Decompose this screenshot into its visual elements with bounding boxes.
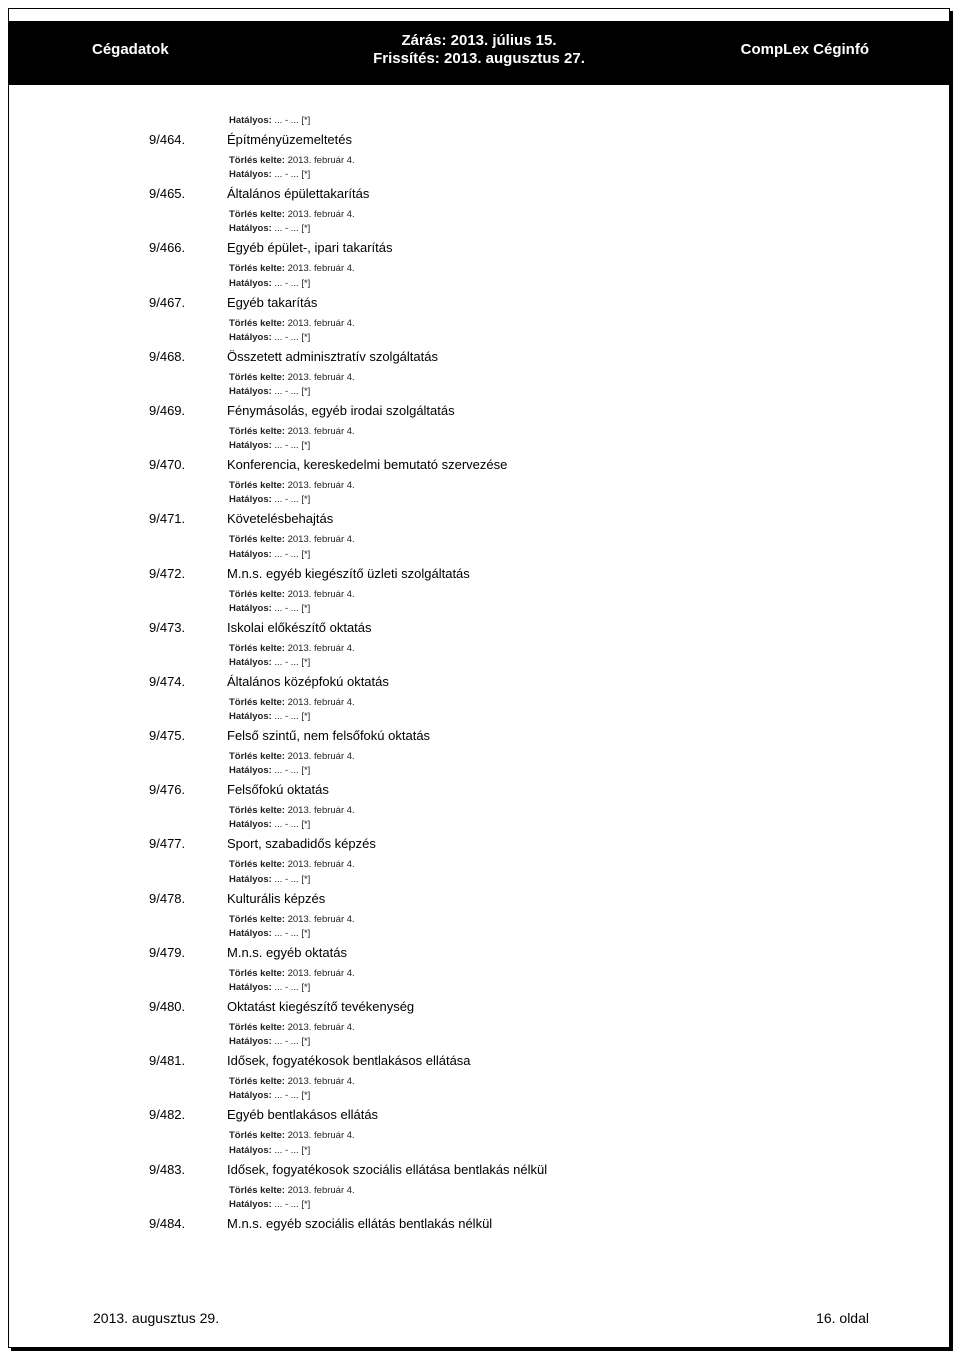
entry-title: Fénymásolás, egyéb irodai szolgáltatás <box>227 402 455 418</box>
deletion-value: 2013. február 4. <box>287 1184 355 1196</box>
effective-line <box>229 1036 310 1047</box>
deletion-value: 2013. február 4. <box>287 425 355 437</box>
effective-line <box>229 982 310 993</box>
effective-line <box>229 1090 310 1101</box>
deletion-value: 2013. február 4. <box>287 696 355 708</box>
entry-title: Idősek, fogyatékosok bentlakásos ellátása <box>227 1053 471 1069</box>
deletion-line <box>229 426 355 437</box>
header-closing-date: Zárás: 2013. július 15. <box>401 32 557 49</box>
entry-list <box>9 115 949 1253</box>
entry-number: 9/472. <box>149 565 186 581</box>
deletion-line <box>229 805 355 816</box>
effective-value: ... - ... [*] <box>274 277 311 289</box>
deletion-label: Törlés kelte: <box>229 1076 285 1088</box>
list-item <box>9 169 949 223</box>
effective-value: ... - ... [*] <box>274 331 311 343</box>
deletion-line <box>229 318 355 329</box>
deletion-label: Törlés kelte: <box>229 534 285 546</box>
list-item <box>9 657 949 711</box>
entry-number: 9/468. <box>149 348 186 364</box>
effective-label: Hatályos: <box>229 548 272 560</box>
entry-number: 9/481. <box>149 1053 186 1069</box>
entry-title: Felsőfokú oktatás <box>227 782 329 798</box>
entry-title: Konferencia, kereskedelmi bemutató szervezése <box>227 457 508 473</box>
list-item <box>9 711 949 765</box>
effective-line <box>229 386 310 397</box>
effective-line <box>229 819 310 830</box>
effective-label: Hatályos: <box>229 711 272 723</box>
entry-number: 9/480. <box>149 999 186 1014</box>
deletion-label: Törlés kelte: <box>229 317 285 329</box>
deletion-line <box>229 968 355 979</box>
effective-value: ... - ... [*] <box>274 385 311 397</box>
entry-title: Felső szintű, nem felsőfokú oktatás <box>227 728 431 744</box>
entry-title: M.n.s. egyéb szociális ellátás bentlakás nélkül <box>227 1215 493 1231</box>
deletion-line <box>229 480 355 491</box>
list-item <box>9 386 949 440</box>
entry-number: 9/482. <box>149 1107 186 1123</box>
deletion-value: 2013. február 4. <box>287 967 355 979</box>
effective-value: ... - ... [*] <box>274 711 311 723</box>
effective-label: Hatályos: <box>229 440 272 452</box>
list-item <box>9 115 949 169</box>
effective-line <box>229 440 310 451</box>
deletion-label: Törlés kelte: <box>229 1022 285 1033</box>
entry-title: Összetett adminisztratív szolgáltatás <box>227 348 438 364</box>
deletion-value: 2013. február 4. <box>287 209 355 221</box>
list-item <box>9 1145 949 1199</box>
effective-label: Hatályos: <box>229 765 272 777</box>
deletion-label: Törlés kelte: <box>229 1130 285 1142</box>
entry-number: 9/467. <box>149 294 186 310</box>
deletion-line <box>229 697 355 708</box>
list-item <box>9 1036 949 1090</box>
deletion-value: 2013. február 4. <box>287 913 355 925</box>
effective-value: ... - ... [*] <box>274 1144 311 1156</box>
entry-number: 9/476. <box>149 782 186 798</box>
effective-value: ... - ... [*] <box>274 494 311 506</box>
entry-title: Egyéb bentlakásos ellátás <box>227 1107 379 1123</box>
deletion-line <box>229 263 355 274</box>
effective-label: Hatályos: <box>229 1198 272 1210</box>
effective-label: Hatályos: <box>229 277 272 289</box>
page-header <box>9 21 949 85</box>
effective-value: ... - ... [*] <box>274 1090 311 1102</box>
footer-date: 2013. augusztus 29. <box>93 1310 220 1326</box>
page-frame <box>8 8 950 1348</box>
effective-value: ... - ... [*] <box>274 1036 311 1048</box>
effective-label: Hatályos: <box>229 169 272 181</box>
deletion-value: 2013. február 4. <box>287 480 355 492</box>
deletion-label: Törlés kelte: <box>229 696 285 708</box>
effective-label: Hatályos: <box>229 873 272 885</box>
entry-title: M.n.s. egyéb oktatás <box>227 944 347 960</box>
entry-title: Egyéb épület-, ipari takarítás <box>227 240 393 256</box>
list-item <box>9 549 949 603</box>
list-item <box>9 223 949 277</box>
entry-number: 9/466. <box>149 240 186 256</box>
entry-number: 9/477. <box>149 836 186 852</box>
effective-label: Hatályos: <box>229 223 272 235</box>
deletion-line <box>229 859 355 870</box>
deletion-value: 2013. február 4. <box>287 642 355 654</box>
list-item <box>9 765 949 819</box>
entry-number: 9/479. <box>149 944 186 960</box>
list-item <box>9 1090 949 1144</box>
deletion-line <box>229 155 355 166</box>
list-item <box>9 494 949 548</box>
deletion-label: Törlés kelte: <box>229 209 285 221</box>
entry-title: Követelésbehajtás <box>227 511 334 527</box>
entry-number: 9/483. <box>149 1161 186 1177</box>
entry-title: Egyéb takarítás <box>227 294 318 310</box>
deletion-line <box>229 1130 355 1141</box>
effective-line <box>229 1145 310 1156</box>
deletion-line <box>229 209 355 220</box>
deletion-value: 2013. február 4. <box>287 155 355 166</box>
deletion-label: Törlés kelte: <box>229 859 285 871</box>
effective-line <box>229 549 310 560</box>
list-item <box>9 332 949 386</box>
deletion-label: Törlés kelte: <box>229 425 285 437</box>
entry-title: Általános épülettakarítás <box>227 186 370 202</box>
deletion-line <box>229 1022 355 1033</box>
entry-number: 9/478. <box>149 890 186 906</box>
deletion-line <box>229 751 355 762</box>
effective-value: ... - ... [*] <box>274 819 311 831</box>
list-item <box>9 603 949 657</box>
deletion-label: Törlés kelte: <box>229 263 285 275</box>
effective-line <box>229 657 310 668</box>
deletion-line <box>229 534 355 545</box>
entry-number: 9/464. <box>149 132 186 147</box>
effective-label: Hatályos: <box>229 982 272 993</box>
entry-number: 9/475. <box>149 728 186 744</box>
deletion-label: Törlés kelte: <box>229 588 285 600</box>
deletion-value: 2013. február 4. <box>287 751 355 763</box>
deletion-value: 2013. február 4. <box>287 1130 355 1142</box>
entry-number: 9/474. <box>149 673 186 689</box>
effective-line <box>229 115 310 126</box>
list-item <box>9 928 949 982</box>
deletion-value: 2013. február 4. <box>287 371 355 383</box>
entry-title: Iskolai előkészítő oktatás <box>227 619 372 635</box>
entry-title: Oktatást kiegészítő tevékenység <box>227 999 415 1014</box>
deletion-value: 2013. február 4. <box>287 1076 355 1088</box>
list-item <box>9 440 949 494</box>
deletion-label: Törlés kelte: <box>229 155 285 166</box>
deletion-line <box>229 1185 355 1196</box>
footer-page-number: 16. oldal <box>816 1310 869 1326</box>
deletion-label: Törlés kelte: <box>229 805 285 817</box>
entry-title: Általános középfokú oktatás <box>227 673 389 689</box>
entry-number: 9/470. <box>149 457 186 473</box>
effective-value: ... - ... [*] <box>274 873 311 885</box>
effective-line <box>229 278 310 289</box>
effective-label: Hatályos: <box>229 1090 272 1102</box>
entry-number: 9/465. <box>149 186 186 202</box>
effective-value: ... - ... [*] <box>274 656 311 668</box>
effective-label: Hatályos: <box>229 1036 272 1048</box>
effective-label: Hatályos: <box>229 115 272 126</box>
deletion-label: Törlés kelte: <box>229 371 285 383</box>
effective-value: ... - ... [*] <box>274 548 311 560</box>
deletion-line <box>229 643 355 654</box>
effective-line <box>229 711 310 722</box>
effective-value: ... - ... [*] <box>274 927 311 939</box>
effective-label: Hatályos: <box>229 819 272 831</box>
entry-number: 9/484. <box>149 1215 186 1231</box>
header-refresh-date: Frissítés: 2013. augusztus 27. <box>373 50 585 67</box>
effective-line <box>229 928 310 939</box>
header-right-title: CompLex Céginfó <box>740 41 869 58</box>
effective-value: ... - ... [*] <box>274 982 311 993</box>
deletion-value: 2013. február 4. <box>287 588 355 600</box>
deletion-label: Törlés kelte: <box>229 913 285 925</box>
deletion-label: Törlés kelte: <box>229 642 285 654</box>
effective-line <box>229 1199 310 1210</box>
effective-label: Hatályos: <box>229 602 272 614</box>
effective-line <box>229 332 310 343</box>
deletion-value: 2013. február 4. <box>287 1022 355 1033</box>
list-item <box>9 982 949 1036</box>
list-item <box>9 874 949 928</box>
deletion-value: 2013. február 4. <box>287 263 355 275</box>
effective-label: Hatályos: <box>229 494 272 506</box>
effective-value: ... - ... [*] <box>274 223 311 235</box>
entry-title: M.n.s. egyéb kiegészítő üzleti szolgáltatás <box>227 565 470 581</box>
effective-line <box>229 765 310 776</box>
deletion-label: Törlés kelte: <box>229 480 285 492</box>
effective-label: Hatályos: <box>229 927 272 939</box>
effective-label: Hatályos: <box>229 385 272 397</box>
list-item <box>9 278 949 332</box>
entry-title: Idősek, fogyatékosok szociális ellátása bentlakás nélkül <box>227 1161 548 1177</box>
effective-value: ... - ... [*] <box>274 765 311 777</box>
deletion-line <box>229 1076 355 1087</box>
effective-line <box>229 169 310 180</box>
effective-value: ... - ... [*] <box>274 440 311 452</box>
deletion-label: Törlés kelte: <box>229 751 285 763</box>
effective-value: ... - ... [*] <box>274 602 311 614</box>
effective-line <box>229 874 310 885</box>
entry-number: 9/471. <box>149 511 186 527</box>
effective-line <box>229 494 310 505</box>
deletion-label: Törlés kelte: <box>229 1184 285 1196</box>
deletion-line <box>229 589 355 600</box>
deletion-value: 2013. február 4. <box>287 317 355 329</box>
deletion-line <box>229 372 355 383</box>
effective-value: ... - ... [*] <box>274 115 311 126</box>
effective-value: ... - ... [*] <box>274 169 311 181</box>
effective-line <box>229 603 310 614</box>
deletion-line <box>229 914 355 925</box>
entry-number: 9/469. <box>149 402 186 418</box>
list-item <box>9 1199 949 1253</box>
effective-label: Hatályos: <box>229 656 272 668</box>
entry-title: Építményüzemeltetés <box>227 132 353 147</box>
entry-title: Kulturális képzés <box>227 890 326 906</box>
deletion-value: 2013. február 4. <box>287 805 355 817</box>
effective-value: ... - ... [*] <box>274 1198 311 1210</box>
list-item <box>9 819 949 873</box>
header-left-title: Cégadatok <box>92 41 169 58</box>
entry-title: Sport, szabadidős képzés <box>227 836 376 852</box>
deletion-label: Törlés kelte: <box>229 967 285 979</box>
effective-line <box>229 223 310 234</box>
effective-label: Hatályos: <box>229 1144 272 1156</box>
deletion-value: 2013. február 4. <box>287 534 355 546</box>
deletion-value: 2013. február 4. <box>287 859 355 871</box>
entry-number: 9/473. <box>149 619 186 635</box>
effective-label: Hatályos: <box>229 331 272 343</box>
